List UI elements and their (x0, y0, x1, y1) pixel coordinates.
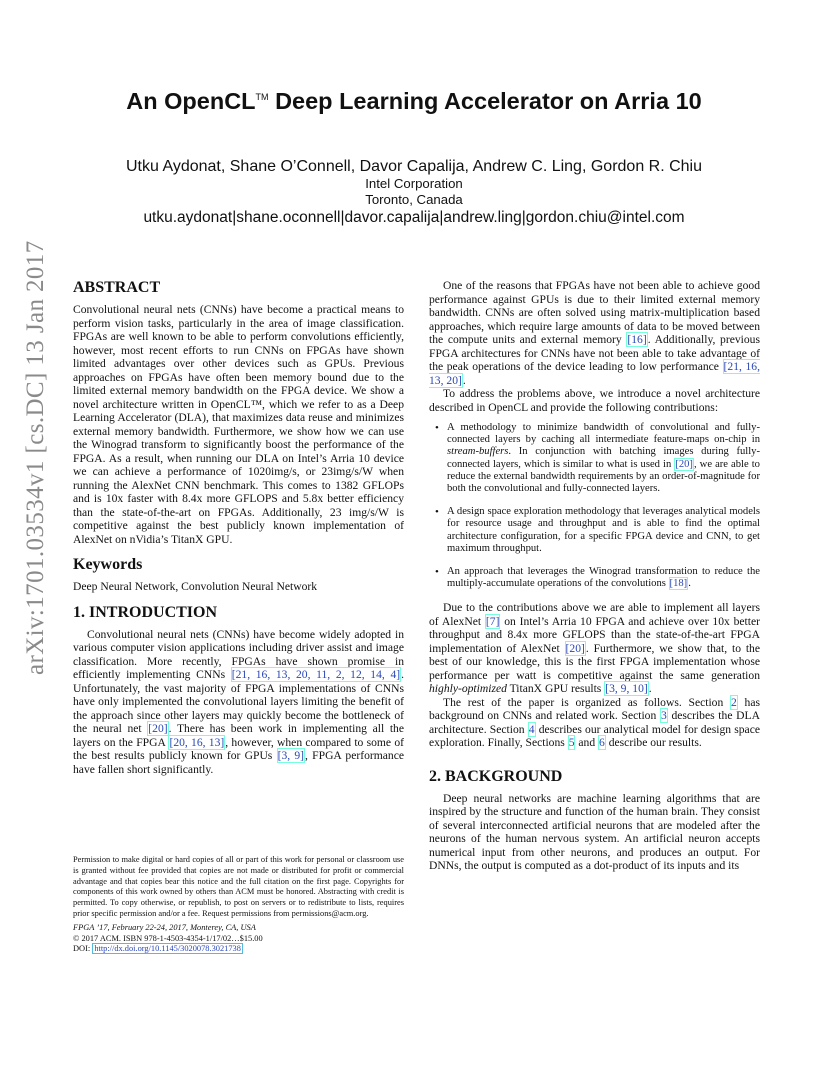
citation-link[interactable]: [21, 16, 13, 20] (429, 360, 760, 387)
contributions-intro: To address the problems above, we introduce a novel architecture described in OpenCL and provide the following contributions: (429, 387, 760, 414)
permission-text: Permission to make digital or hard copies of all or part of this work for personal or classroom use is granted without fee provided that copies are not made or distributed for profit or commercial advantage and that copies bear this notice and the full citation on the first page. Copyrights for components of this work owned by others than ACM must be honored. Abstracting with credit is permitted. To copy otherwise, or republish, to post on servers or to redistribute to lists, requires prior specific permission and/or a fee. Request permissions from permissions@acm.org. (73, 855, 404, 918)
text-run: . (688, 578, 691, 590)
contribution-item (447, 506, 760, 555)
results-paragraph (429, 601, 760, 696)
arxiv-identifier-stamp: arXiv:1701.03534v1 [cs.DC] 13 Jan 2017 (22, 240, 49, 675)
text-run: . Furthermore, we show that, to the best of our knowledge, this is the first FPGA implementation whose performance per watt is competitive against the same generation (429, 641, 760, 682)
doi-link[interactable]: http://dx.doi.org/10.1145/3020078.3021738 (94, 944, 241, 954)
trademark-mark: TM (255, 92, 269, 102)
text-run: The rest of the paper is organized as follows. Section (443, 695, 730, 709)
paper-title (60, 88, 768, 115)
section-link[interactable]: 5 (568, 736, 575, 750)
text-run: . Additionally, previous FPGA architectures for CNNs have not been able to take advantage of the peak operations of the device leading to low performance (429, 333, 760, 373)
text-run: An approach that leverages the Winograd transformation to reduce the multiply-accumulate operations of the convolutions (447, 566, 760, 590)
section-link[interactable]: 3 (660, 709, 667, 723)
contribution-item (447, 422, 760, 495)
motivation-paragraph (429, 279, 760, 387)
citation-link[interactable]: [18] (669, 578, 688, 590)
title-main: An OpenCL (126, 88, 256, 114)
title-block (60, 88, 768, 227)
emphasis: highly-optimized (429, 682, 507, 696)
text-run: , we are able to reduce the external bandwidth requirements by an order-of-magnitude for both the convolutional and fully-connected layers. (447, 458, 760, 495)
citation-link[interactable]: [3, 9, 10] (605, 682, 648, 696)
contributions-list (429, 422, 760, 590)
introduction-paragraph (73, 628, 404, 777)
right-column (429, 279, 760, 873)
text-run: A methodology to minimize bandwidth of convolutional and fully-connected layers by caching all intermediate feature-maps on-chip in (447, 422, 760, 446)
left-column (73, 279, 404, 776)
text-run: Convolutional neural nets (CNNs) have become widely adopted in various computer vision applications including driver assist and image classification. More recently, FPGAs have shown promise in efficiently implementing CNNs (73, 627, 404, 681)
citation-link[interactable]: [20] (565, 641, 585, 655)
citation-link[interactable]: [21, 16, 13, 20, 11, 2, 12, 14, 4] (231, 668, 401, 681)
affiliation: Intel Corporation (365, 176, 463, 191)
citation-link[interactable]: [3, 9] (277, 749, 305, 762)
doi-label: DOI: (73, 944, 93, 954)
text-run: A design space exploration methodology that leverages analytical models for resource usage and throughput and is able to find the optimal architecture configuration, for a specific FPGA device and CNN, to get maximum throughput. (447, 506, 760, 554)
text-run: . (648, 682, 652, 696)
citation-link[interactable]: [20] (675, 458, 693, 470)
keywords-text: Deep Neural Network, Convolution Neural Network (73, 580, 318, 593)
citation-link[interactable]: [7] (485, 614, 500, 628)
copyright-line: © 2017 ACM. ISBN 978-1-4503-4354-1/17/02…$15.00 (73, 933, 263, 943)
introduction-heading: 1. INTRODUCTION (73, 603, 218, 621)
text-run: . (462, 373, 466, 387)
contribution-item (447, 566, 760, 590)
text-run: on Intel’s Arria 10 FPGA and achieve over 10x better throughput and 8.4x more GFLOPS than the state-of-the-art FPGA implementation of AlexNet (429, 614, 760, 655)
section-link[interactable]: 6 (599, 736, 605, 750)
location: Toronto, Canada (365, 192, 463, 207)
text-run: describes our analytical model for design space exploration. Finally, Sections (429, 722, 760, 750)
author-emails: utku.aydonat|shane.oconnell|davor.capalija|andrew.ling|gordon.chiu@intel.com (143, 209, 685, 226)
section-link[interactable]: 4 (528, 722, 535, 736)
organization-paragraph (429, 696, 760, 750)
title-rest: Deep Learning Accelerator on Arria 10 (268, 88, 702, 114)
text-run: TitanX GPU results (506, 682, 605, 696)
permission-block (73, 855, 404, 955)
text-run: has background on CNNs and related work. Section (429, 695, 760, 723)
citation-link[interactable]: [16] (627, 333, 647, 346)
text-run: describes the DLA architecture. Section (429, 709, 760, 736)
conference-info: FPGA ’17, February 22-24, 2017, Monterey, CA, USA (73, 922, 256, 932)
text-run: . In conjunction with batching images during fully-connected layers, which is similar to what is used in (447, 446, 760, 470)
section-link[interactable]: 2 (731, 695, 737, 709)
citation-link[interactable]: [20] (148, 722, 168, 735)
text-run: Due to the contributions above we are able to implement all layers of AlexNet (429, 601, 760, 628)
text-run: , FPGA performance have fallen short significantly. (73, 749, 404, 776)
abstract-heading: ABSTRACT (73, 279, 161, 296)
doi-line (73, 944, 404, 955)
keywords-heading: Keywords (73, 556, 143, 573)
abstract-text: Convolutional neural nets (CNNs) have become a practical means to perform vision tasks, particularly in the area of image classification. FPGAs are well known to be able to perform convolutions efficiently, however, most recent efforts to run CNNs on FPGAs have shown limited advantages over other devices such as GPUs. Previous approaches on FPGAs have often been memory bound due to the limited external memory bandwidth on the FPGA device. We show a novel architecture written in OpenCL™, which we refer to as a Deep Learning Accelerator (DLA), that maximizes data reuse and minimizes external memory bandwidth. Furthermore, we show how we can use the Winograd transform to significantly boost the performance of the FPGA. As a result, when running our DLA on Intel’s Arria 10 device we can achieve a performance of 1020img/s, or 23img/s/W when running the AlexNet CNN benchmark. This comes to 1382 GFLOPs and is 10x faster with 8.4x more GFLOPS and 5.8x better efficiency than the state-of-the-art on FPGAs. Additionally, 23 img/s/W is competitive against the best publicly known implementation of AlexNet on nVidia’s TitanX GPU. (73, 303, 404, 546)
citation-link[interactable]: [20, 16, 13] (169, 735, 225, 749)
text-run: describe our results. (605, 736, 702, 750)
text-run: , however, when compared to some of the best results publicly known for GPUs (73, 735, 404, 762)
background-paragraph: Deep neural networks are machine learning algorithms that are inspired by the structure and function of the human brain. They consist of several interconnected artificial neurons that are modeled after the neurons of the human nervous system. An artificial neuron accepts numerical input from other neurons, and produces an output. For DNNs, the output is computed as a dot-product of its inputs and its (429, 791, 760, 873)
author-list: Utku Aydonat, Shane O’Connell, Davor Capalija, Andrew C. Ling, Gordon R. Chiu (125, 158, 703, 175)
text-run: . Unfortunately, the vast majority of FPGA implementations of CNNs have only implemented the convolutional layers limiting the benefit of the approach since other layers may quickly become the bottleneck of the neural net (73, 668, 405, 735)
background-heading: 2. BACKGROUND (429, 767, 563, 785)
text-run: and (575, 736, 599, 750)
emphasis: stream-buffers (447, 446, 509, 458)
text-run: . There has been work in implementing all the layers on the FPGA (73, 722, 404, 749)
text-run: One of the reasons that FPGAs have not been able to achieve good performance against GPUs is due to their limited external memory bandwidth. CNNs are often solved using matrix-multiplication based approaches, which require large amounts of data to be moved between the compute units and external memory (429, 279, 760, 346)
